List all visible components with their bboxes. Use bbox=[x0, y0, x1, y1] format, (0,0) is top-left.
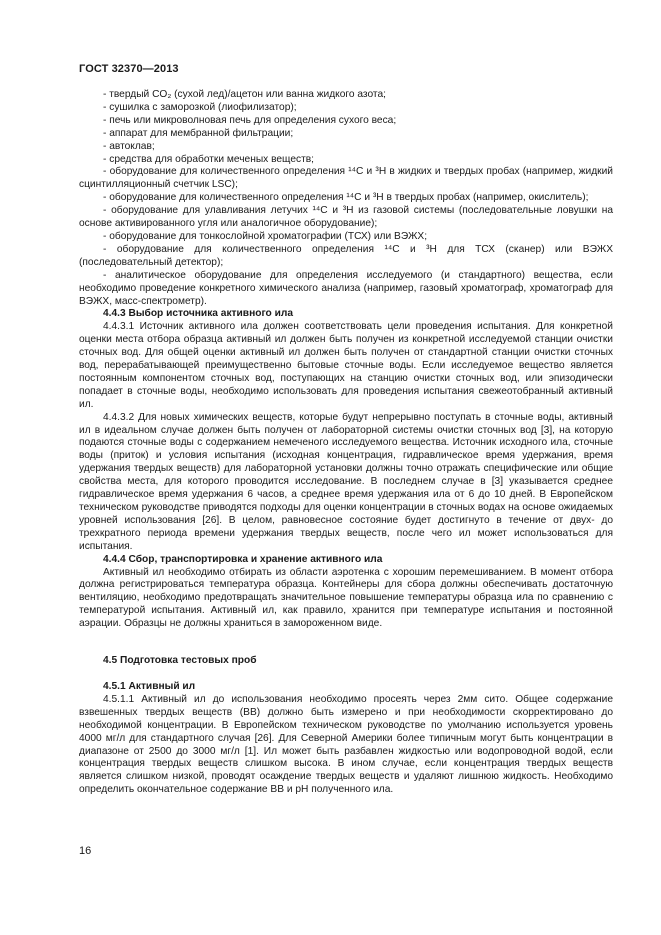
paragraph-4-4-3-2: 4.4.3.2 Для новых химических веществ, которые будут непрерывно поступать в сточные воды, активный ил в идеальном случае должен быть получен от лабораторной системы очистки сточных вод [3], на которую подаются сточные воды с содержанием немеченого исследуемого вещества. Источник исходного ила, сточные воды (приток) и условия испытания (исходная концентрация, гидравлическое время удержания, время удержания твердых веществ) для лабораторной установки должны точно отражать специфические или общие свойства места, для которого проводится исследование. В последнем случае в [3] указывается среднее гидравлическое время удержания 6 часов, а среднее время удержания ила от 6 до 10 дней. В Европейском техническом руководстве приводятся подходы для оценки концентрации в сточных водах на основе ожидаемых уровней использования [26]. В целом, равновесное состояние будет достигнуто в течение от двух- до трехкратного периода времени удержания твердых веществ, после чего ил может использоваться для испытания. bbox=[79, 411, 613, 552]
list-item-freeze-dryer: - сушилка с заморозкой (лиофилизатор); bbox=[103, 101, 297, 113]
page-body bbox=[79, 89, 613, 797]
paragraph-4-5-1-1: 4.5.1.1 Активный ил до использования необходимо просеять через 2мм сито. Общее содержание взвешенных твердых веществ (ВВ) должно быть измерено и при необходимости скорректировано до необходимой концентрации. В Европейском техническом руководстве по умолчанию используется уровень 4000 мг/л для стандартного случая [26]. Для Северной Америки более типичным могут быть концентрации в диапазоне от 2500 до 3000 мг/л [1]. Ил может быть разбавлен жидкостью или водопроводной водой, если концентрация твердых веществ слишком высока. В ином случае, если концентрация твердых веществ является слишком низкой, проводят осаждение твердых веществ и удаляют лишнюю жидкость. Необходимо определить окончательное содержание ВВ и pH полученного ила. bbox=[79, 693, 613, 796]
list-item-tlc: - оборудование для тонкослойной хроматографии (ТСХ) или ВЭЖХ; bbox=[103, 230, 428, 242]
list-item-labeled-substances: - средства для обработки меченых веществ; bbox=[103, 153, 314, 165]
page-number: 16 bbox=[79, 845, 92, 857]
section-heading-4-5: 4.5 Подготовка тестовых проб bbox=[103, 655, 257, 667]
paragraph-4-4-4: Активный ил необходимо отбирать из области аэротенка с хорошим перемешиванием. В момент отбора должна регистрироваться температура образца. Контейнеры для сбора должны обеспечивать достаточную вентиляцию, необходимо предотвращать значительное повышение температуры образца ила по сравнению с температурой испытания. Активный ил, как правило, хранится при температуре испытания и постоянной аэрации. Образцы не должны храниться в замороженном виде. bbox=[79, 566, 613, 630]
list-item-lsc: - оборудование для количественного определения ¹⁴C и ³H в жидких и твердых пробах (например, жидкий сцинтилляционный счетчик LSC); bbox=[79, 166, 613, 191]
list-item-oven: - печь или микроволновая печь для определения сухого веса; bbox=[103, 114, 397, 126]
list-item-analytical-equipment: - аналитическое оборудование для определения исследуемого (и стандартного) вещества, если необходимо проведение конкретного химического анализа (например, газовый хроматограф, хроматограф для ВЭЖХ, масс-спектрометр). bbox=[79, 269, 613, 307]
list-item-oxidizer: - оборудование для количественного определения ¹⁴C и ³H в твердых пробах (например, окислитель); bbox=[103, 192, 589, 204]
list-item-dry-ice: - твердый CO₂ (сухой лед)/ацетон или ванна жидкого азота; bbox=[103, 89, 386, 100]
section-heading-4-4-3: 4.4.3 Выбор источника активного ила bbox=[103, 308, 294, 320]
list-item-tlc-scanner: - оборудование для количественного определения ¹⁴C и ³H для ТСХ (сканер) или ВЭЖХ (последовательный детектор); bbox=[79, 243, 613, 268]
section-heading-4-5-1: 4.5.1 Активный ил bbox=[103, 680, 196, 692]
list-item-membrane-filtration: - аппарат для мембранной фильтрации; bbox=[103, 127, 294, 139]
paragraph-4-4-3-1: 4.4.3.1 Источник активного ила должен соответствовать цели проведения испытания. Для конкретной оценки места отбора образца активный ил должен быть получен из конкретной исследуемой станции очистки сточных вод. Для общей оценки активный ил должен быть получен от стандартной станции очистки сточных вод, перерабатывающей преимущественно бытовые сточные воды. Если исследуемое вещество является постоянным компонентом сточных вод, поступающих на станцию очистки сточных вод, или эпизодически попадает в сточные воды, необходимо использовать для проведения испытания свежеотобранный активный ил. bbox=[79, 321, 613, 410]
document-header: ГОСТ 32370—2013 bbox=[79, 63, 179, 75]
list-item-autoclave: - автоклав; bbox=[103, 140, 155, 152]
section-heading-4-4-4: 4.4.4 Сбор, транспортировка и хранение активного ила bbox=[103, 553, 383, 565]
list-item-volatile-traps: - оборудование для улавливания летучих ¹⁴C и ³H из газовой системы (последовательные ловушки на основе активированного угля или аналогичное оборудование); bbox=[79, 205, 613, 230]
